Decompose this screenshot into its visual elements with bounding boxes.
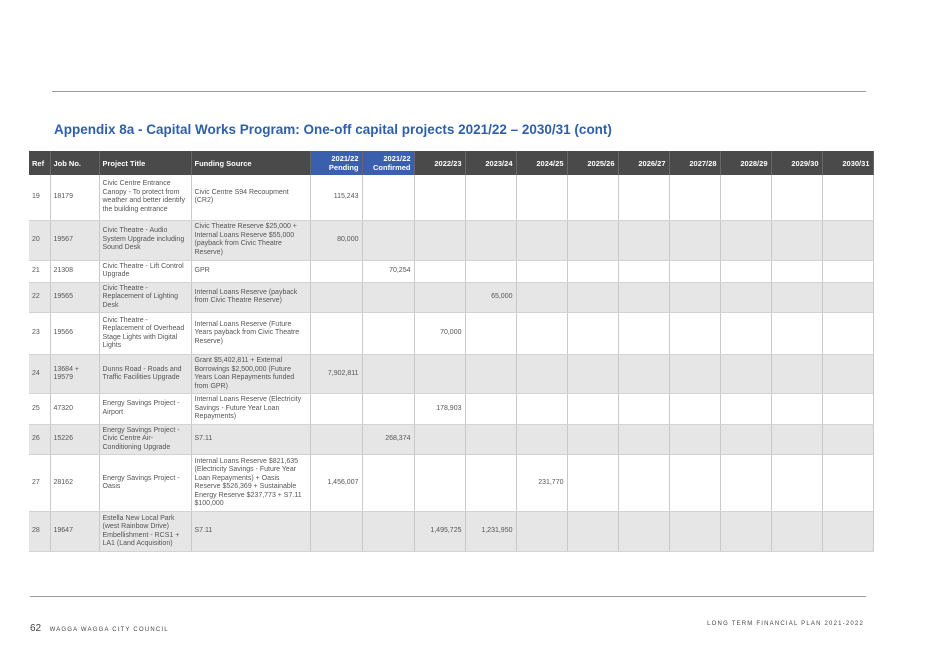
table-cell (618, 175, 669, 220)
table-cell (362, 220, 414, 260)
col-header: 2025/26 (567, 151, 618, 175)
table-cell (771, 313, 822, 355)
col-header: Job No. (50, 151, 99, 175)
table-cell (669, 220, 720, 260)
table-row (29, 355, 873, 394)
table-cell (362, 455, 414, 512)
table-cell (414, 424, 465, 455)
table-cell (567, 424, 618, 455)
table-row (29, 455, 873, 512)
table-cell (567, 282, 618, 313)
table-cell (771, 355, 822, 394)
table-cell (669, 355, 720, 394)
table-cell (822, 394, 873, 425)
table-cell (567, 512, 618, 552)
table-cell (771, 394, 822, 425)
table-cell (465, 260, 516, 282)
table-row (29, 313, 873, 355)
table-cell: 268,374 (362, 424, 414, 455)
col-header: 2024/25 (516, 151, 567, 175)
table-cell: 26 (29, 424, 50, 455)
table-cell (669, 455, 720, 512)
table-cell: Civic Centre S94 Recoupment (CR2) (191, 175, 310, 220)
table-cell (362, 355, 414, 394)
table-cell: 23 (29, 313, 50, 355)
table-cell: 19565 (50, 282, 99, 313)
table-row (29, 424, 873, 455)
table-cell: Internal Loans Reserve (Future Years payback from Civic Theatre Reserve) (191, 313, 310, 355)
table-cell (618, 220, 669, 260)
table-cell (720, 260, 771, 282)
table-cell: Internal Loans Reserve (payback from Civic Theatre Reserve) (191, 282, 310, 313)
table-cell: 28162 (50, 455, 99, 512)
table-cell (771, 282, 822, 313)
table-cell: GPR (191, 260, 310, 282)
table-cell (414, 175, 465, 220)
table-cell (822, 455, 873, 512)
col-header: 2026/27 (618, 151, 669, 175)
table-cell (822, 220, 873, 260)
top-rule (52, 91, 866, 92)
table-cell: Civic Theatre - Lift Control Upgrade (99, 260, 191, 282)
table-cell: 1,495,725 (414, 512, 465, 552)
table-cell (720, 175, 771, 220)
table-cell (414, 282, 465, 313)
table-cell: 28 (29, 512, 50, 552)
table-cell (822, 424, 873, 455)
table-cell (771, 512, 822, 552)
col-header: 2028/29 (720, 151, 771, 175)
table-cell: 22 (29, 282, 50, 313)
table-cell: 65,000 (465, 282, 516, 313)
table-cell (822, 175, 873, 220)
table-cell (516, 260, 567, 282)
col-header: Ref (29, 151, 50, 175)
table-cell: 80,000 (310, 220, 362, 260)
table-cell: 1,456,007 (310, 455, 362, 512)
table-cell (567, 394, 618, 425)
table-cell (822, 282, 873, 313)
table-cell: Civic Centre Entrance Canopy - To protect from weather and better identify the building entrance (99, 175, 191, 220)
table-cell (669, 512, 720, 552)
table-cell: Grant $5,402,811 + External Borrowings $2,500,000 (Future Years Loan Repayments funded from GPR) (191, 355, 310, 394)
table-cell: 13684 + 19579 (50, 355, 99, 394)
table-cell (720, 394, 771, 425)
col-header: 2029/30 (771, 151, 822, 175)
table-cell: Civic Theatre Reserve $25,000 + Internal Loans Reserve $55,000 (payback from Civic Theatre Reserve) (191, 220, 310, 260)
table-cell (310, 394, 362, 425)
page-number: 62 (30, 623, 42, 634)
table-cell (516, 512, 567, 552)
table-cell: 178,903 (414, 394, 465, 425)
table-cell (465, 424, 516, 455)
table-cell: Civic Theatre - Audio System Upgrade including Sound Desk (99, 220, 191, 260)
col-header: 2021/22 Pending (310, 151, 362, 175)
table-cell (516, 282, 567, 313)
table-cell (414, 455, 465, 512)
table-cell (669, 424, 720, 455)
table-cell (310, 313, 362, 355)
table-cell (618, 512, 669, 552)
table-cell (362, 313, 414, 355)
table-cell: Energy Savings Project - Oasis (99, 455, 191, 512)
table-cell (771, 260, 822, 282)
document-title: LONG TERM FINANCIAL PLAN 2021-2022 (707, 621, 864, 627)
table-cell (720, 455, 771, 512)
table-cell (310, 282, 362, 313)
table-cell (618, 394, 669, 425)
col-header: 2023/24 (465, 151, 516, 175)
table-cell (720, 313, 771, 355)
table-cell: 115,243 (310, 175, 362, 220)
table-cell (465, 220, 516, 260)
table-cell (720, 282, 771, 313)
table-cell (516, 175, 567, 220)
col-header: 2022/23 (414, 151, 465, 175)
table-cell: 7,902,811 (310, 355, 362, 394)
table-cell (822, 313, 873, 355)
bottom-rule (30, 596, 866, 597)
table-cell: 19647 (50, 512, 99, 552)
table-cell (414, 355, 465, 394)
table-cell (771, 455, 822, 512)
table-cell (618, 260, 669, 282)
organisation-name: WAGGA WAGGA CITY COUNCIL (49, 627, 169, 633)
table-cell: Internal Loans Reserve $821,635 (Electricity Savings - Future Year Loan Repayments) + Oasis Reserve $526,369 + Sustainable Energy Reserve $237,773 + S7.11 $100,000 (191, 455, 310, 512)
table-cell (516, 220, 567, 260)
table-row (29, 220, 873, 260)
table-cell (567, 313, 618, 355)
table-cell (771, 424, 822, 455)
table-row (29, 260, 873, 282)
table-cell (465, 455, 516, 512)
table-cell (516, 355, 567, 394)
table-cell: Energy Savings Project - Airport (99, 394, 191, 425)
table-cell: 19 (29, 175, 50, 220)
table-cell (516, 394, 567, 425)
table-cell: 70,000 (414, 313, 465, 355)
col-header: Funding Source (191, 151, 310, 175)
col-header: 2021/22 Confirmed (362, 151, 414, 175)
table-cell (465, 394, 516, 425)
table-cell (720, 355, 771, 394)
table-cell: Civic Theatre - Replacement of Lighting Desk (99, 282, 191, 313)
table-cell (720, 512, 771, 552)
col-header: Project Title (99, 151, 191, 175)
table-cell (618, 282, 669, 313)
col-header: 2027/28 (669, 151, 720, 175)
table-cell: 15226 (50, 424, 99, 455)
table-cell (567, 220, 618, 260)
table-cell: 19566 (50, 313, 99, 355)
table-cell (669, 282, 720, 313)
table-row (29, 394, 873, 425)
table-cell (618, 355, 669, 394)
table-cell (618, 313, 669, 355)
table-cell (669, 260, 720, 282)
table-row (29, 282, 873, 313)
table-cell (310, 260, 362, 282)
table-cell: 20 (29, 220, 50, 260)
table-cell (414, 220, 465, 260)
table-cell: 231,770 (516, 455, 567, 512)
table-header-row (29, 151, 873, 175)
table-cell: 21308 (50, 260, 99, 282)
table-cell: 21 (29, 260, 50, 282)
table-cell (567, 260, 618, 282)
table-cell (618, 455, 669, 512)
table-cell (669, 175, 720, 220)
table-cell (310, 512, 362, 552)
table-cell (822, 355, 873, 394)
table-cell: 25 (29, 394, 50, 425)
table-cell: 1,231,950 (465, 512, 516, 552)
table-cell (567, 355, 618, 394)
table-cell (310, 424, 362, 455)
table-cell (822, 260, 873, 282)
table-cell: S7.11 (191, 512, 310, 552)
table-cell (822, 512, 873, 552)
table-cell (516, 313, 567, 355)
table-cell: Energy Savings Project - Civic Centre Air-Conditioning Upgrade (99, 424, 191, 455)
table-cell: 18179 (50, 175, 99, 220)
table-cell (362, 394, 414, 425)
footer-left (30, 618, 169, 636)
page-title: Appendix 8a - Capital Works Program: One-off capital projects 2021/22 – 2030/31 (cont) (54, 122, 612, 137)
table-cell (362, 512, 414, 552)
col-header: 2030/31 (822, 151, 873, 175)
table-row (29, 512, 873, 552)
table-cell: Internal Loans Reserve (Electricity Savings - Future Year Loan Repayments) (191, 394, 310, 425)
table-cell (771, 175, 822, 220)
table-cell: 70,254 (362, 260, 414, 282)
table-cell (567, 175, 618, 220)
table-row (29, 175, 873, 220)
table-cell (362, 175, 414, 220)
table-cell: 27 (29, 455, 50, 512)
table-cell (720, 220, 771, 260)
table-cell (567, 455, 618, 512)
table-cell: Dunns Road - Roads and Traffic Facilities Upgrade (99, 355, 191, 394)
table-cell: 19567 (50, 220, 99, 260)
table-cell (771, 220, 822, 260)
table-cell (362, 282, 414, 313)
table-cell (669, 394, 720, 425)
table-cell (465, 355, 516, 394)
table-cell (414, 260, 465, 282)
table-cell (516, 424, 567, 455)
table-cell (465, 175, 516, 220)
table-cell: Civic Theatre - Replacement of Overhead Stage Lights with Digital Lights (99, 313, 191, 355)
table-cell (618, 424, 669, 455)
table-cell: S7.11 (191, 424, 310, 455)
table-cell: Estella New Local Park (west Rainbow Drive) Embellishment - RCS1 + LA1 (Land Acquisition) (99, 512, 191, 552)
table-cell (465, 313, 516, 355)
table-cell (669, 313, 720, 355)
table-cell: 47320 (50, 394, 99, 425)
capital-works-table (29, 151, 874, 552)
table-cell: 24 (29, 355, 50, 394)
table-cell (720, 424, 771, 455)
